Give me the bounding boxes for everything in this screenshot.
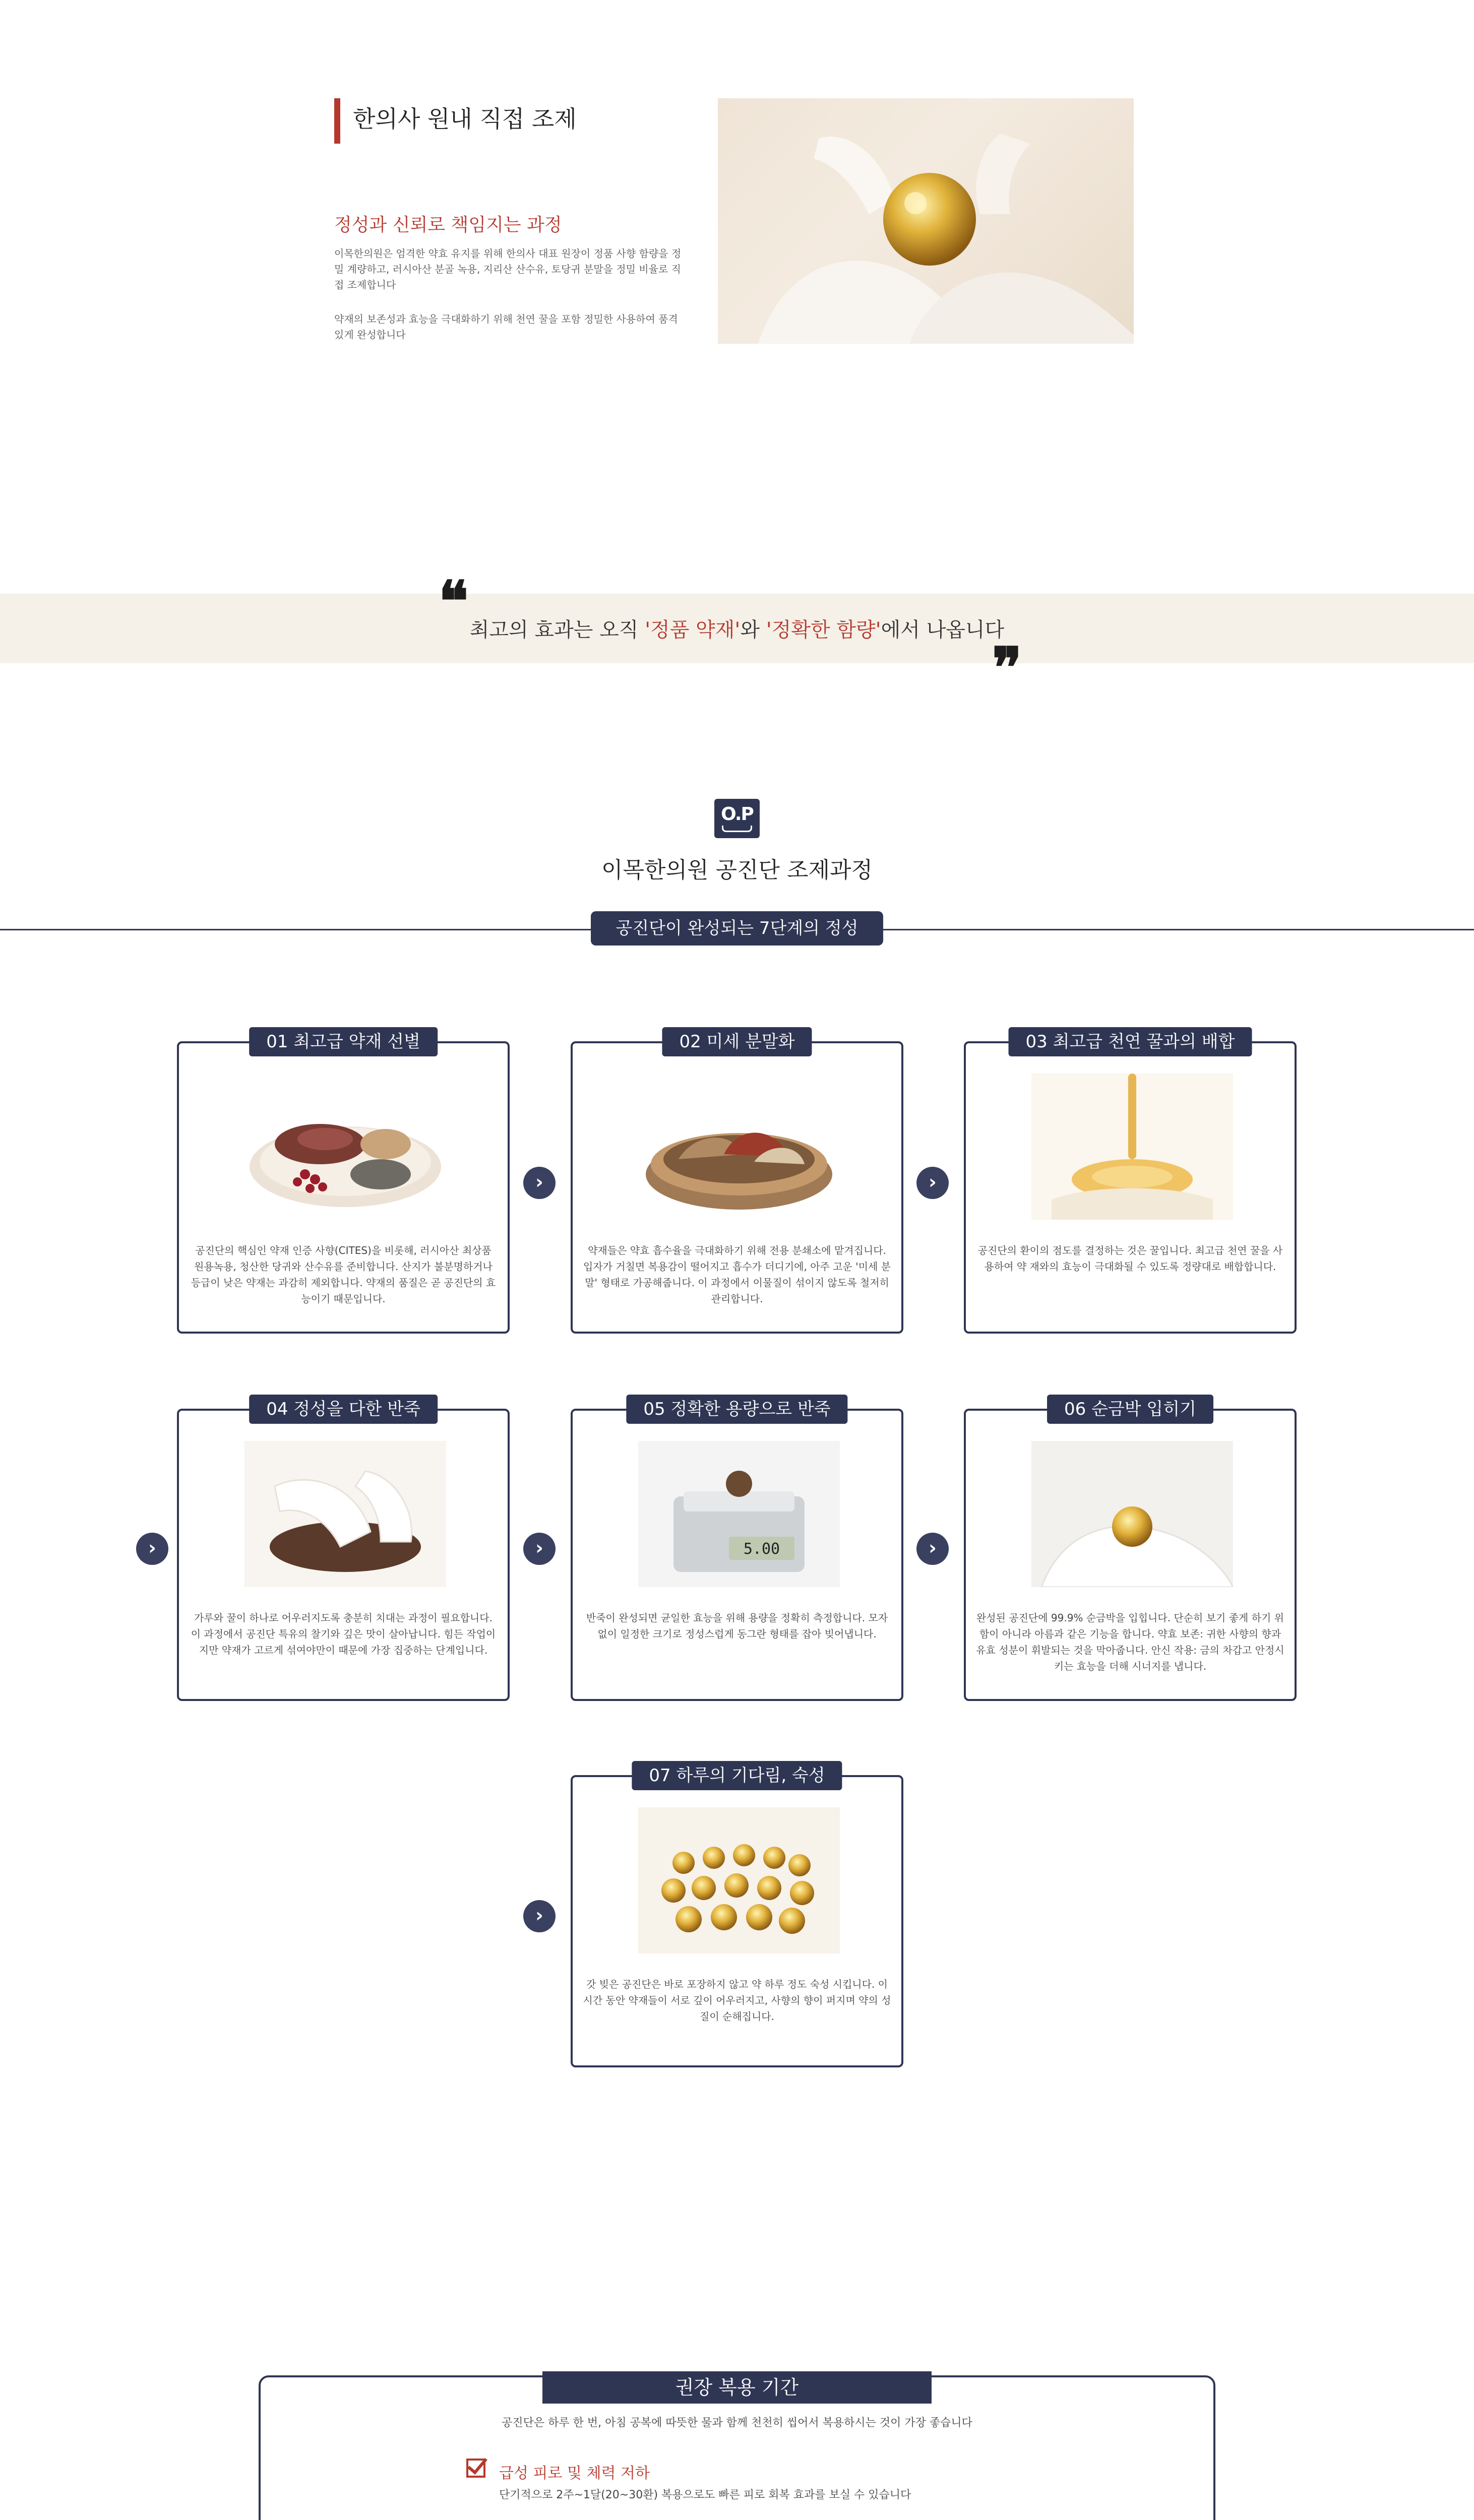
- step-label: 03 최고급 천연 꿀과의 배합: [1009, 1027, 1252, 1056]
- process-step-card-6: [964, 1399, 1297, 1701]
- process-step-card-2: [571, 1032, 903, 1334]
- next-step-arrow-icon: ›: [523, 1900, 556, 1932]
- next-step-arrow-icon: ›: [523, 1533, 556, 1565]
- gold-pill-in-hands-photo: [718, 98, 1134, 344]
- title-accent-bar: [334, 98, 340, 144]
- step-description: 공진단의 핵심인 약재 인증 사향(CITES)을 비롯해, 러시아산 최상품 원용녹용, 청산한 당귀와 산수유를 준비합니다. 산지가 불분명하거나 등급이 낮은 약재는 과감히 제외합니다. 약재의 품질은 곧 공진단의 효능이기 때문입니다.: [191, 1244, 496, 1305]
- intro-subtitle: 정성과 신뢰로 책임지는 과정: [334, 215, 562, 235]
- dosage-title: 권장 복용 기간: [542, 2371, 932, 2404]
- step-description: 완성된 공진단에 99.9% 순금박을 입힙니다. 단순히 보기 좋게 하기 위함이 아니라 아름과 같은 기능을 합니다. 약효 보존: 귀한 사향의 향과 유효 성분이 휘발되는 것을 막아줍니다. 안신 작용: 금의 차갑고 안정시키는 효능을 더해 시너지를 냅니다.: [976, 1612, 1284, 1672]
- step-label: 04 정성을 다한 반죽: [249, 1395, 438, 1424]
- dosage-heading-1: 급성 피로 및 체력 저하: [499, 2465, 650, 2482]
- check-icon: [466, 2459, 485, 2478]
- svg-text:5.00: 5.00: [743, 1540, 780, 1558]
- step-label: 06 순금박 입히기: [1047, 1395, 1213, 1424]
- step-label: 02 미세 분말화: [662, 1027, 812, 1056]
- kneading-dough-image: [244, 1441, 446, 1587]
- powder-bowl-image: [638, 1074, 840, 1220]
- close-quote-icon: ❞: [992, 635, 1022, 700]
- step-description: 반죽이 완성되면 균일한 효능을 위해 용량을 정확히 측정합니다. 모자 없이 일정한 크기로 정성스럽게 동그란 형태를 잡아 빚어냅니다.: [586, 1612, 888, 1640]
- intro-paragraph-2: 약재의 보존성과 효능을 극대화하기 위해 천연 꿀을 포함 정밀한 사용하여 품격 있게 완성합니다: [334, 313, 678, 341]
- intro-paragraph-1: 이목한의원은 엄격한 약효 유지를 위해 한의사 대표 원장이 정품 사향 함량을 정밀 계량하고, 러시아산 분골 녹용, 지리산 산수유, 토당귀 분말을 정밀 비율로 직접 조제합니다: [334, 247, 682, 291]
- clinic-logo: O.P: [714, 799, 760, 838]
- dosage-text-1: 단기적으로 2주~1달(20~30환) 복용으로도 빠른 피로 회복 효과를 보실 수 있습니다: [499, 2489, 911, 2501]
- process-step-card-1: [177, 1032, 510, 1334]
- process-subtitle-pill: 공진단이 완성되는 7단계의 정성: [591, 911, 883, 946]
- next-step-arrow-icon: ›: [523, 1167, 556, 1199]
- step-label: 07 하루의 기다림, 숙성: [632, 1761, 842, 1790]
- digital-scale-image: [638, 1441, 840, 1587]
- step-label: 05 정확한 용량으로 반죽: [626, 1395, 847, 1424]
- step-description: 약재들은 약효 흡수율을 극대화하기 위해 전용 분쇄소에 맡겨집니다. 입자가 거칠면 복용감이 떨어지고 흡수가 더디기에, 아주 고운 '미세 분말' 형태로 가공해줍니다. 이 과정에서 이물질이 섞이지 않도록 철저히 관리합니다.: [583, 1244, 891, 1305]
- intro-title: 한의사 원내 직접 조제: [353, 105, 577, 133]
- gold-leaf-pill-image: [1031, 1441, 1233, 1587]
- open-quote-icon: ❝: [439, 569, 469, 634]
- process-step-card-7: [571, 1766, 903, 2067]
- next-step-arrow-icon: ›: [136, 1533, 168, 1565]
- process-title: 이목한의원 공진단 조제과정: [601, 857, 873, 883]
- dosage-intro: 공진단은 하루 한 번, 아침 공복에 따뜻한 물과 함께 천천히 씹어서 복용하시는 것이 가장 좋습니다: [502, 2417, 972, 2429]
- process-step-card-4: [177, 1399, 510, 1701]
- aging-gold-pills-image: [638, 1807, 840, 1954]
- step-description: 공진단의 환이의 점도를 결정하는 것은 꿀입니다. 최고급 천연 꿀을 사용하여 약 재와의 효능이 극대화될 수 있도록 정량대로 배합합니다.: [977, 1244, 1283, 1273]
- herbs-bowl-image: [244, 1074, 446, 1220]
- next-step-arrow-icon: ›: [916, 1167, 949, 1199]
- step-description: 갓 빚은 공진단은 바로 포장하지 않고 약 하루 정도 숙성 시킵니다. 이 시간 동안 약재들이 서로 깊이 어우러지고, 사향의 향이 퍼지며 약의 성질이 순해집니다.: [583, 1978, 891, 2023]
- step-description: 가루와 꿀이 하나로 어우러지도록 충분히 치대는 과정이 필요합니다. 이 과정에서 공진단 특유의 찰기와 깊은 맛이 살아납니다. 힘든 작업이지만 약재가 고르게 섞여야만이 때문에 가장 집중하는 단계입니다.: [191, 1612, 496, 1656]
- honey-drip-image: [1031, 1074, 1233, 1220]
- process-step-card-3: [964, 1032, 1297, 1334]
- step-label: 01 최고급 약재 선별: [249, 1027, 438, 1056]
- process-step-card-5: [571, 1399, 903, 1701]
- quote-text: 최고의 효과는 오직 '정품 약재'와 '정확한 함량'에서 나옵니다: [469, 618, 1005, 642]
- next-step-arrow-icon: ›: [916, 1533, 949, 1565]
